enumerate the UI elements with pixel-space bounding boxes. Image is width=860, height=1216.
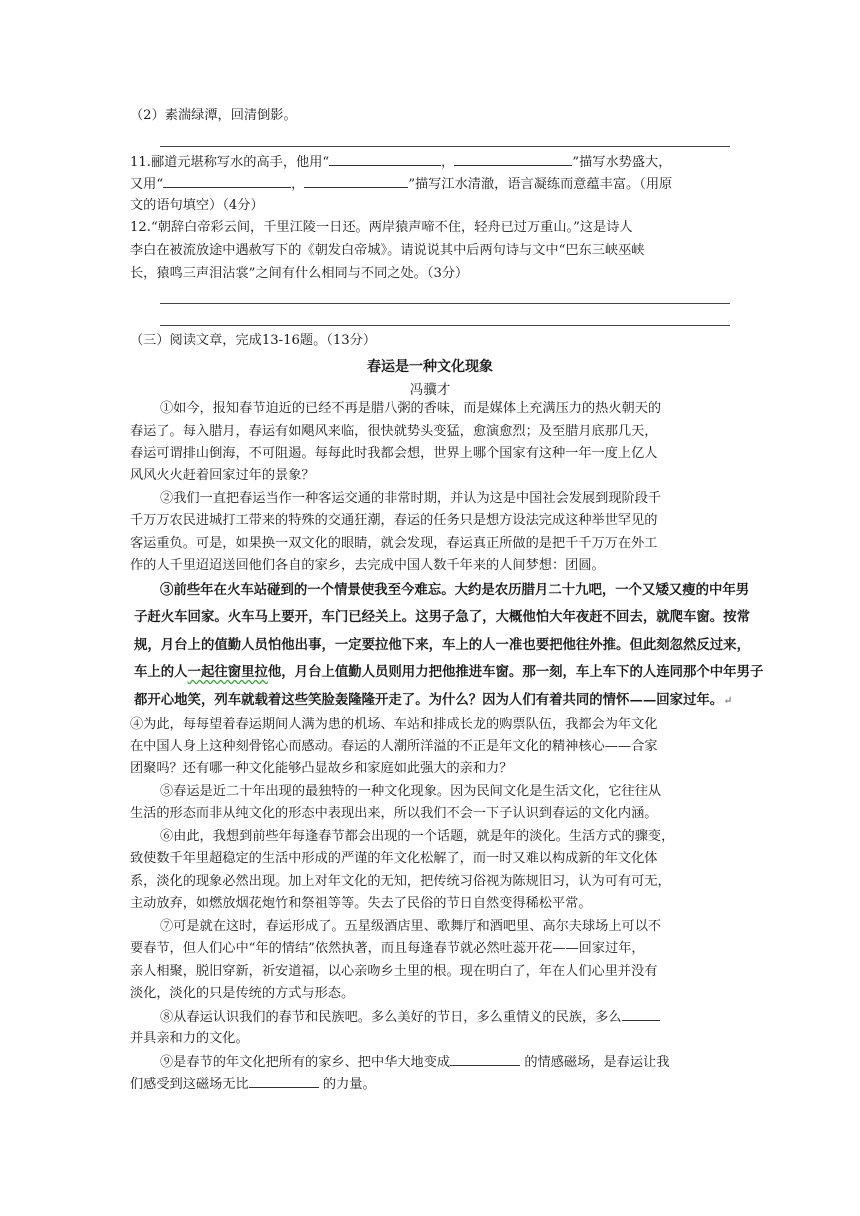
p1-line: 风风火火赶着回家过年的景象？ [130,468,315,483]
article-author: 冯骥才 [409,382,451,398]
q11-line3: 文的语句填空）（4分） [130,198,264,213]
p9-line [160,1053,669,1072]
q11-text: 又用“ [130,177,164,192]
p4-line: ④为此，每每望着春运期间人满为患的机场、车站和排成长龙的购票队伍，我都会为年文化 [130,717,658,732]
p3-text: 都开心地笑，列车就载着这些笑脸轰隆隆开走了。为什么？因为人们有着共同的情怀——回家过年。 [134,692,724,708]
q11-line2 [130,175,672,194]
p7-line: 淡化，淡化的只是传统的方式与形态。 [130,986,355,1001]
p4-line: 在中国人身上这种刻骨铭心而感动。春运的人潮所洋溢的不正是年文化的精神核心——合家 [130,739,658,754]
p3-text: 车上的人 [134,664,188,680]
q12-line3: 长，猿鸣三声泪沾裳”之间有什么相同与不同之处。（3分） [130,266,469,281]
p3-line: 子赶火车回家。火车马上要开，车门已经关上。这男子急了，大概他怕大年夜赶不回去，就爬车窗。按常 [134,609,750,625]
p1-line: ①如今，报知春节迫近的已经不再是腊八粥的香味，而是媒体上充满压力的热火朝天的 [160,401,662,416]
answer-line [160,303,730,304]
p3-line: ③前些年在火车站碰到的一个情景使我至今难忘。大约是农历腊月二十九吧，一个又矮又瘦的中年男 [160,582,750,598]
p6-line: 系，淡化的现象必然出现。加上对年文化的无知，把传统习俗视为陈规旧习，认为可有可无， [130,874,671,889]
p2-line: 作的人千里迢迢送回他们各自的家乡，去完成中国人数千年来的人间梦想：团圆。 [130,558,605,573]
blank[interactable] [622,1008,660,1021]
article-title: 春运是一种文化现象 [367,359,493,375]
p9-line [130,1075,376,1094]
p8-text: ⑧从春运认识我们的春节和民族吧。多么美好的节日，多么重情义的民族，多么 [160,1010,622,1025]
q11-text: ， [291,177,305,192]
q11-text: ， [441,155,455,170]
answer-line [160,325,730,326]
p2-line: 客运重负。可是，如果换一双文化的眼睛，就会发现，春运真正所做的是把千千万万在外工 [130,536,658,551]
blank[interactable] [163,175,291,188]
p1-line: 春运可谓排山倒海，不可阻遏。每每此时我都会想，世界上哪个国家有这种一年一度上亿人 [130,446,658,461]
q11-text: ”描写江水清澈，语言凝练而意蕴丰富。（用原 [408,177,673,192]
p9-text: ⑨是春节的年文化把所有的家乡、把中华大地变成 [160,1055,451,1070]
p9-text: 的力量。 [318,1077,376,1092]
blank[interactable] [450,1053,520,1066]
blank[interactable] [329,153,441,166]
answer-line [160,146,730,147]
p6-line: 致使数千年里超稳定的生活中形成的严谨的年文化松解了，而一时又难以构成新的年文化体 [130,851,658,866]
p6-line: ⑥由此，我想到前些年每逢春节都会出现的一个话题，就是年的淡化。生活方式的骤变， [160,829,675,844]
p6-line: 主动放弃，如燃放烟花炮竹和祭祖等等。失去了民俗的节日自然变得稀松平常。 [130,896,592,911]
p7-line: 亲人相聚，脱旧穿新，祈安道福，以心亲吻乡土里的根。现在明白了，年在人们心里并没有 [130,964,658,979]
p5-line: 生活的形态而非从纯文化的形态中表现出来，所以我们不会一下子认识到春运的文化内涵。 [130,806,658,821]
section-heading: （三）阅读文章，完成13-16题。（13分） [130,333,377,348]
p3-text: 他，月台上值勤人员则用力把他推进车窗。那一刻，车上车下的人连同那个中年男子 [267,664,764,680]
p3-wavy-text: 一起往窗里拉 [187,664,268,680]
p7-line: ⑦可是就在这时，春运形成了。五星级酒店里、歌舞厅和酒吧里、高尔夫球场上可以不 [160,919,662,934]
paragraph-mark: ↵ [723,694,733,707]
p7-line: 要春节，但人们心中“年的情结”依然执著，而且每逢春节就必然吐蕊开花——回家过年， [130,941,645,956]
q11-text: ”描写水势盛大， [572,155,672,170]
p2-line: ②我们一直把春运当作一种客运交通的非常时期，并认为这是中国社会发展到现阶段千 [160,491,662,506]
p3-line [134,663,763,681]
p8-line: 并具亲和力的文化。 [130,1031,249,1046]
blank[interactable] [454,153,572,166]
blank[interactable] [304,175,408,188]
p1-line: 春运了。每入腊月，春运有如飓风来临，很快就势头变猛，愈演愈烈；及至腊月底那几天， [130,424,658,439]
blank[interactable] [249,1075,319,1088]
q-prev-item2: （2）素湍绿潭，回清倒影。 [130,108,297,123]
q12-line2: 李白在被流放途中遇赦写下的《朝发白帝城》。请说说其中后两句诗与文中“巴东三峡巫峡 [130,243,645,258]
p5-line: ⑤春运是近二十年出现的最独特的一种文化现象。因为民间文化是生活文化，它往往从 [160,784,662,799]
q11-line1 [130,153,671,172]
q12-line1: 12.“朝辞白帝彩云间，千里江陵一日还。两岸猿声啼不住，轻舟已过万重山。”这是诗人 [130,220,633,235]
p3-line: 规，月台上的值勤人员怕他出事，一定要拉他下来，车上的人一准也要把他往外推。但此刻忽然反过来， [134,637,750,653]
p3-line [134,691,732,710]
p4-line: 团聚吗？还有哪一种文化能够凸显故乡和家庭如此强大的亲和力？ [130,761,513,776]
p9-text: 们感受到这磁场无比 [130,1077,249,1092]
p8-line [160,1008,660,1027]
p9-text: 的情感磁场，是春运让我 [520,1055,670,1070]
p2-line: 千万万农民进城打工带来的特殊的交通狂潮，春运的任务只是想方设法完成这种举世罕见的 [130,513,658,528]
q11-text: 11.郦道元堪称写水的高手，他用“ [130,155,330,170]
